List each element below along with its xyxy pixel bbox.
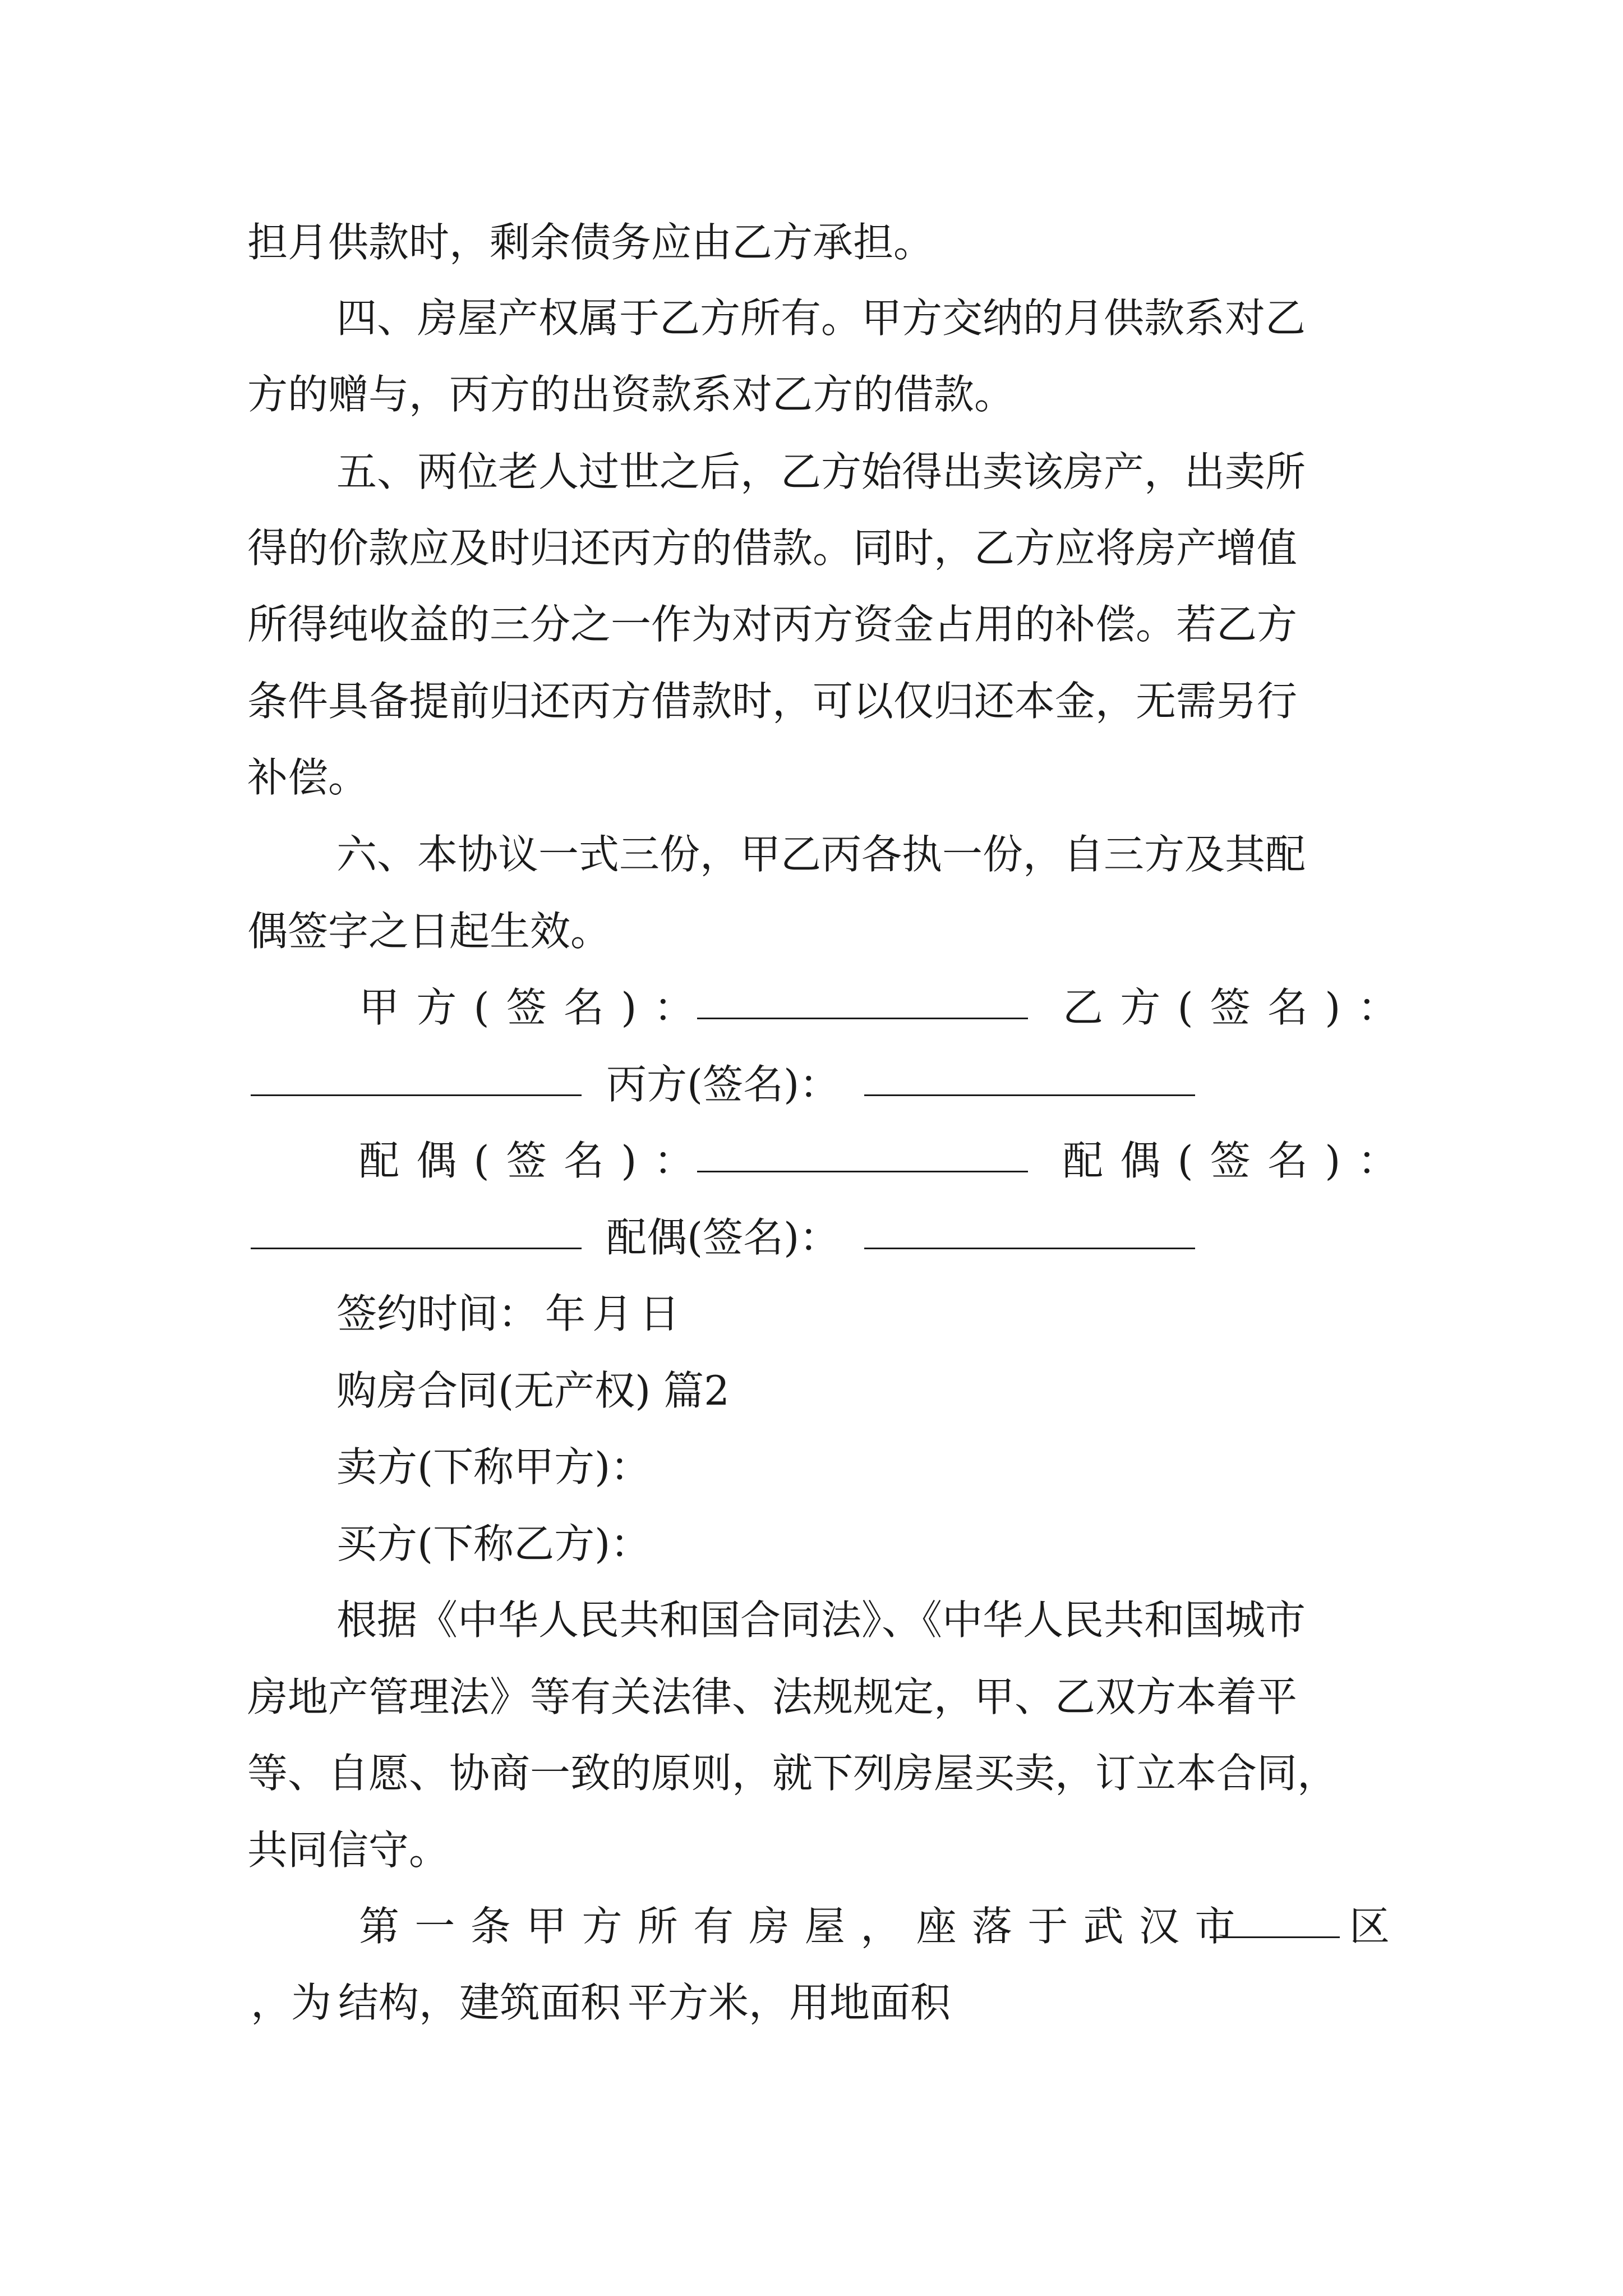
- article-1-text: ，为: [251, 1979, 332, 2026]
- buyer-label: 买方(下称乙方)：: [336, 1520, 651, 1567]
- signature-row: [247, 1204, 1391, 1271]
- signing-date-line: [336, 1280, 1391, 1347]
- seller-line: [336, 1433, 1391, 1501]
- line-text: 偶签字之日起生效。: [247, 908, 611, 955]
- line-text: 条件具备提前归还丙方借款时，可以仅归还本金，无需另行: [247, 678, 1298, 725]
- section-title-text: 购房合同(无产权) 篇2: [336, 1367, 730, 1414]
- paragraph-line: [336, 284, 1391, 352]
- paragraph-line: [247, 898, 1391, 965]
- month-label: 月: [592, 1290, 633, 1337]
- article-1-line: [359, 1893, 1391, 1960]
- line-text: 根据《中华人民共和国合同法》、《中华人民共和国城市: [336, 1596, 1306, 1644]
- line-text: 四、房屋产权属于乙方所有。甲方交纳的月供款系对乙: [336, 295, 1306, 342]
- spouse-signature-blank[interactable]: [697, 1127, 1028, 1172]
- paragraph-line: [247, 744, 1391, 811]
- paragraph-line: [247, 591, 1391, 658]
- signature-row: [359, 1127, 1415, 1194]
- paragraph-line: [247, 1816, 1391, 1884]
- party-b-signature-blank[interactable]: [251, 1051, 582, 1096]
- line-text: 得的价款应及时归还丙方的借款。同时，乙方应将房产增值: [247, 524, 1298, 572]
- line-text: 房地产管理法》等有关法律、法规规定，甲、乙双方本着平: [247, 1673, 1298, 1720]
- party-b-label: 乙方(签名)：: [1063, 984, 1415, 1031]
- signing-date-label: 签约时间：: [336, 1290, 539, 1337]
- paragraph-line: [336, 1586, 1391, 1654]
- line-text: 共同信守。: [247, 1826, 450, 1874]
- signature-row: [359, 974, 1415, 1041]
- spouse-label: 配偶(签名)：: [359, 1137, 711, 1184]
- paragraph-line: [336, 438, 1391, 505]
- paragraph-line: [247, 668, 1391, 735]
- buyer-line: [336, 1510, 1391, 1577]
- year-label: 年: [545, 1290, 586, 1337]
- party-c-signature-blank[interactable]: [864, 1051, 1195, 1096]
- spouse-label: 配偶(签名)：: [606, 1214, 840, 1261]
- paragraph-line: [247, 1740, 1391, 1807]
- paragraph-line: [247, 361, 1391, 428]
- line-text: 担月供款时，剩余债务应由乙方承担。: [247, 219, 934, 266]
- line-text: 六、本协议一式三份，甲乙丙各执一份，自三方及其配: [336, 831, 1306, 878]
- party-c-label: 丙方(签名)：: [606, 1061, 840, 1108]
- line-text: 所得纯收益的三分之一作为对丙方资金占用的补偿。若乙方: [247, 601, 1298, 648]
- article-1-line: [247, 1969, 1391, 2036]
- paragraph-line: [336, 821, 1391, 888]
- signature-row: [247, 1051, 1391, 1118]
- party-a-signature-blank[interactable]: [697, 974, 1028, 1019]
- section-title: [336, 1357, 1391, 1424]
- district-blank[interactable]: [1210, 1893, 1340, 1938]
- line-text: 方的赠与，丙方的出资款系对乙方的借款。: [247, 371, 1015, 418]
- party-a-label: 甲方(签名)：: [359, 984, 711, 1031]
- article-1-text: 平方米，用地面积: [628, 1979, 951, 2026]
- article-1-text: 第一条甲方所有房屋，座落于武汉市: [359, 1903, 1251, 1950]
- article-1-text: 结构，建筑面积: [338, 1979, 621, 2026]
- line-text: 五、两位老人过世之后，乙方始得出卖该房产，出卖所: [336, 448, 1306, 495]
- district-label: 区: [1349, 1903, 1390, 1950]
- line-text: 补偿。: [247, 754, 369, 801]
- paragraph-line: [247, 514, 1391, 582]
- line-text: 等、自愿、协商一致的原则，就下列房屋买卖，订立本合同，: [247, 1750, 1338, 1797]
- spouse-signature-blank[interactable]: [864, 1204, 1195, 1249]
- day-label: 日: [639, 1290, 680, 1337]
- paragraph-line: [247, 209, 1391, 276]
- paragraph-line: [247, 1663, 1391, 1731]
- spouse-signature-blank[interactable]: [251, 1204, 582, 1249]
- spouse-label: 配偶(签名)：: [1063, 1137, 1415, 1184]
- seller-label: 卖方(下称甲方)：: [336, 1443, 651, 1490]
